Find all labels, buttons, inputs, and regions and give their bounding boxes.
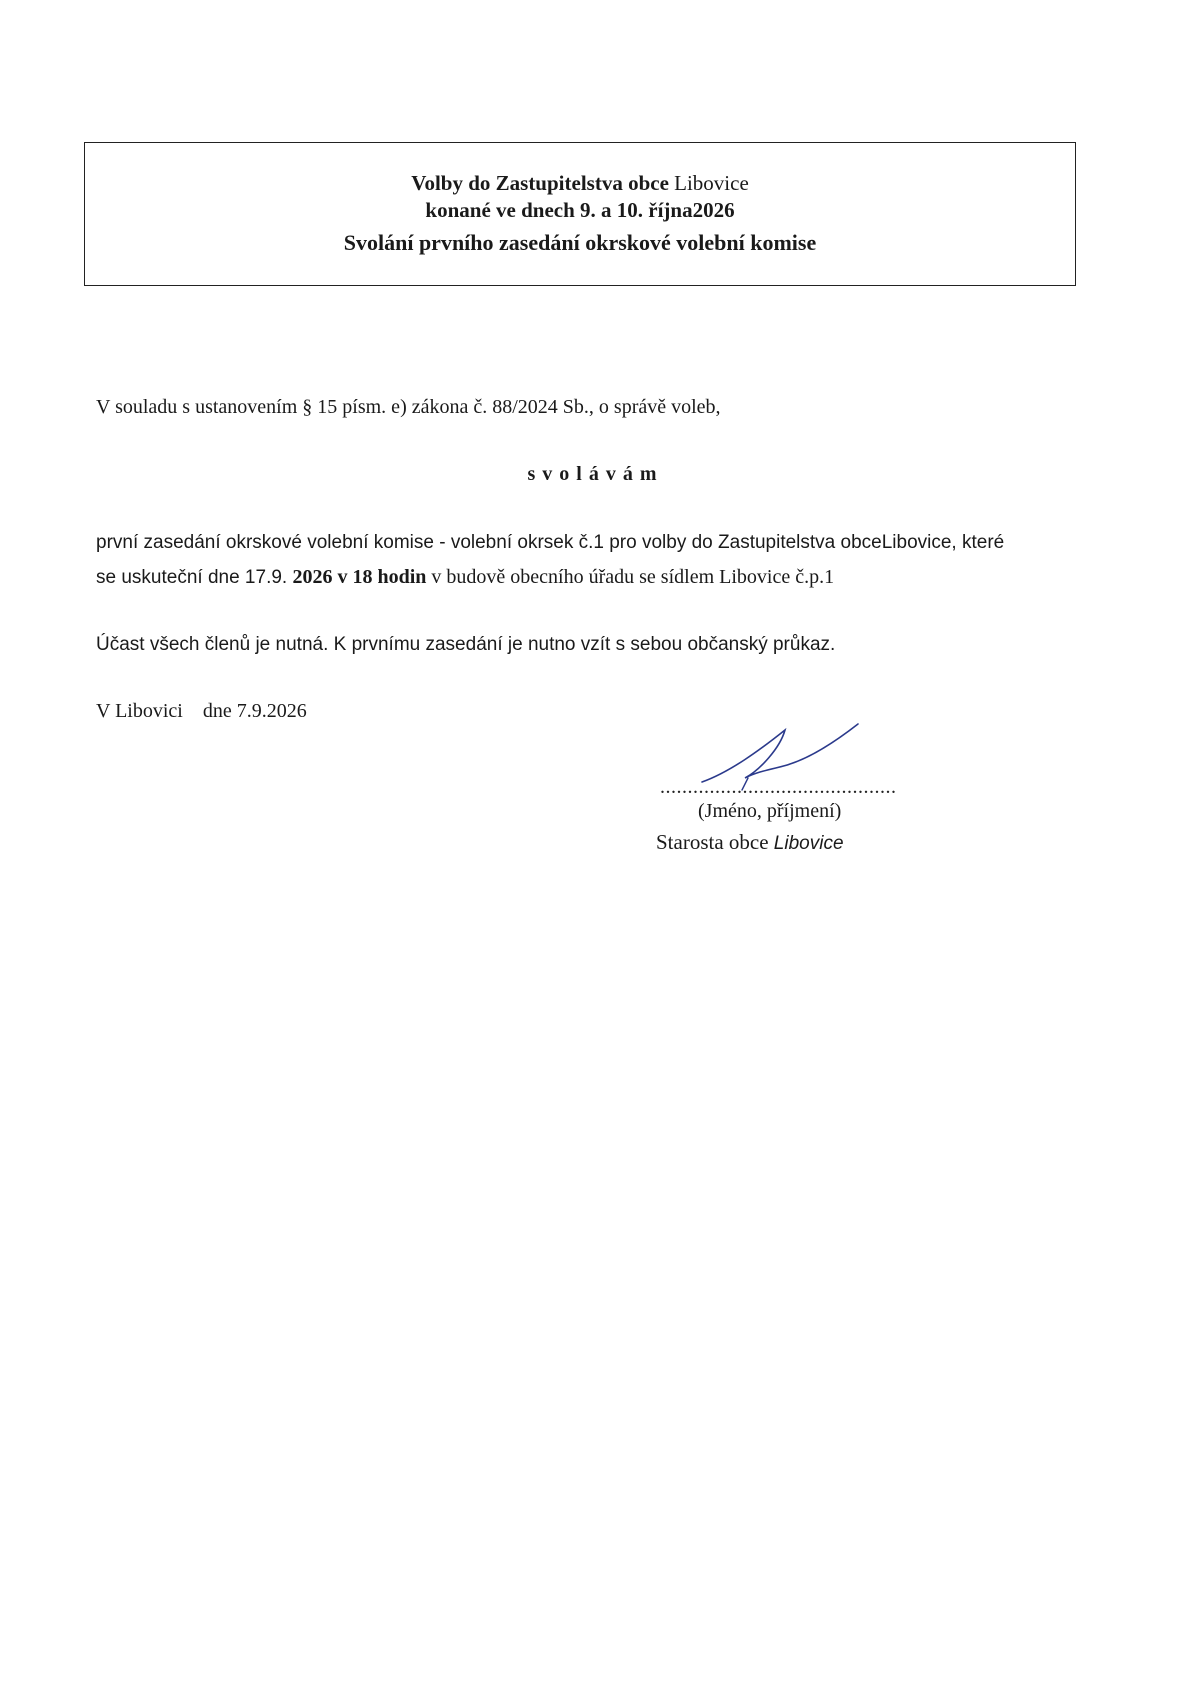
body-line-1: první zasedání okrskové volební komise - volební okrsek č.1 pro volby do Zastupitelstva obceLibovice, které (96, 532, 1005, 553)
intro-text: V souladu s ustanovením § 15 písm. e) zákona č. 88/2024 Sb., o správě voleb, (96, 396, 721, 418)
body-line-2-start: se uskuteční dne 17.9. (96, 567, 293, 588)
body-line-2 (96, 566, 834, 589)
signature-role-town: Libovice (773, 833, 844, 854)
body-line-2-bold: 2026 v 18 hodin (292, 566, 427, 588)
place-date: V Libovici dne 7.9.2026 (96, 700, 307, 722)
convene-word: svolávám (527, 463, 664, 485)
header-box (84, 142, 1076, 286)
signature-role-title: Starosta obce (656, 830, 769, 854)
signature-line: ........................................... (660, 776, 897, 798)
signature-name-label: (Jméno, příjmení) (698, 800, 842, 822)
header-line-1 (85, 171, 1075, 196)
attendance-text: Účast všech členů je nutná. K prvnímu zasedání je nutno vzít s sebou občanský průkaz. (96, 634, 836, 655)
header-town: Libovice (674, 171, 749, 195)
header-line-3: Svolání prvního zasedání okrskové volební komise (343, 230, 817, 255)
header-line-2: konané ve dnech 9. a 10. října2026 (425, 198, 735, 222)
header-title-bold: Volby do Zastupitelstva obce (411, 171, 669, 195)
signature-role (656, 830, 844, 855)
body-line-2-end: v budově obecního úřadu se sídlem Libovice č.p.1 (426, 566, 835, 588)
